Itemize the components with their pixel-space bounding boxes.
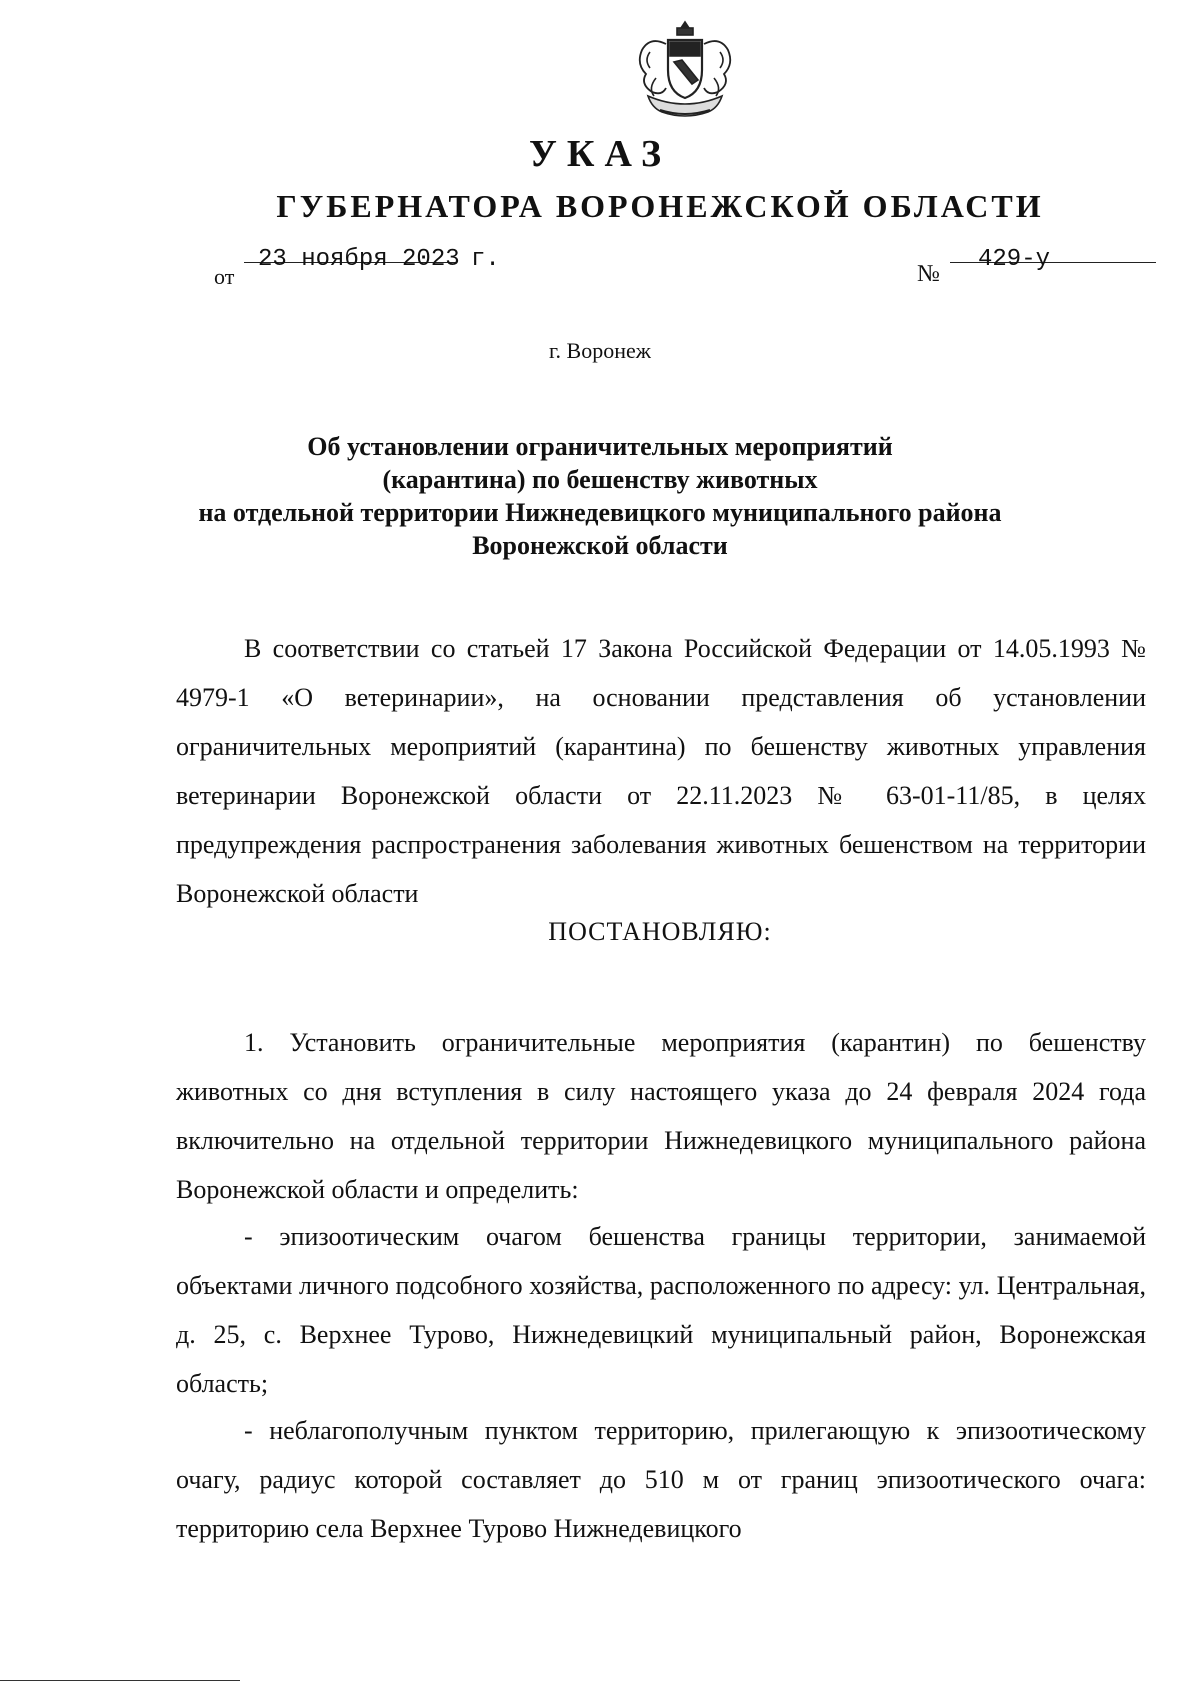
date-suffix: г. <box>471 246 500 273</box>
dash-item-unfavorable-point: - неблагополучным пунктом территорию, прилегающую к эпизоотическому очагу, радиус которой составляет до 510 м от границ эпизоотического очага: территорию села Верхнее Турово Нижнедевицкого <box>176 1416 1146 1543</box>
coat-of-arms-emblem <box>630 18 740 124</box>
date-prefix: от <box>214 264 235 289</box>
item-1-paragraph: 1. Установить ограничительные мероприятия (карантин) по бешенству животных со дня вступления в силу настоящего указа до 24 февраля 2024 года включительно на отдельной территории Нижнедевицкого муниципального района Воронежской области и определить: <box>176 1028 1146 1204</box>
heading-line: Воронежской области <box>472 531 728 560</box>
heading-line: на отдельной территории Нижнедевицкого муниципального района <box>198 498 1002 527</box>
dash-item-epizootic-focus: - эпизоотическим очагом бешенства границы территории, занимаемой объектами личного подсобного хозяйства, расположенного по адресу: ул. Центральная, д. 25, с. Верхнее Турово, Нижнедевицкий муниципальный район, Воронежская область; <box>176 1222 1146 1398</box>
heading-line: (карантина) по бешенству животных <box>382 465 818 494</box>
document-subtitle: ГУБЕРНАТОРА ВОРОНЕЖСКОЙ ОБЛАСТИ <box>276 188 1044 224</box>
resolve-heading: ПОСТАНОВЛЯЮ: <box>548 917 772 946</box>
document-title: УКАЗ <box>529 133 671 175</box>
number-value: 429-у <box>978 246 1051 273</box>
preamble-paragraph: В соответствии со статьей 17 Закона Российской Федерации от 14.05.1993 № 4979-1 «О ветеринарии», на основании представления об установлении ограничительных мероприятий (карантина) по бешенству животных управления ветеринарии Воронежской области от 22.11.2023 № 63-01-11/85, в целях предупреждения распространения заболевания животных бешенством на территории Воронежской области <box>176 634 1146 908</box>
city: г. Воронеж <box>549 338 651 363</box>
number-prefix: № <box>917 261 940 287</box>
heading-line: Об установлении ограничительных мероприятий <box>307 432 893 461</box>
page-divider <box>0 1680 240 1681</box>
decree-heading <box>150 430 1050 562</box>
date-value: 23 ноября 2023 <box>258 246 460 273</box>
